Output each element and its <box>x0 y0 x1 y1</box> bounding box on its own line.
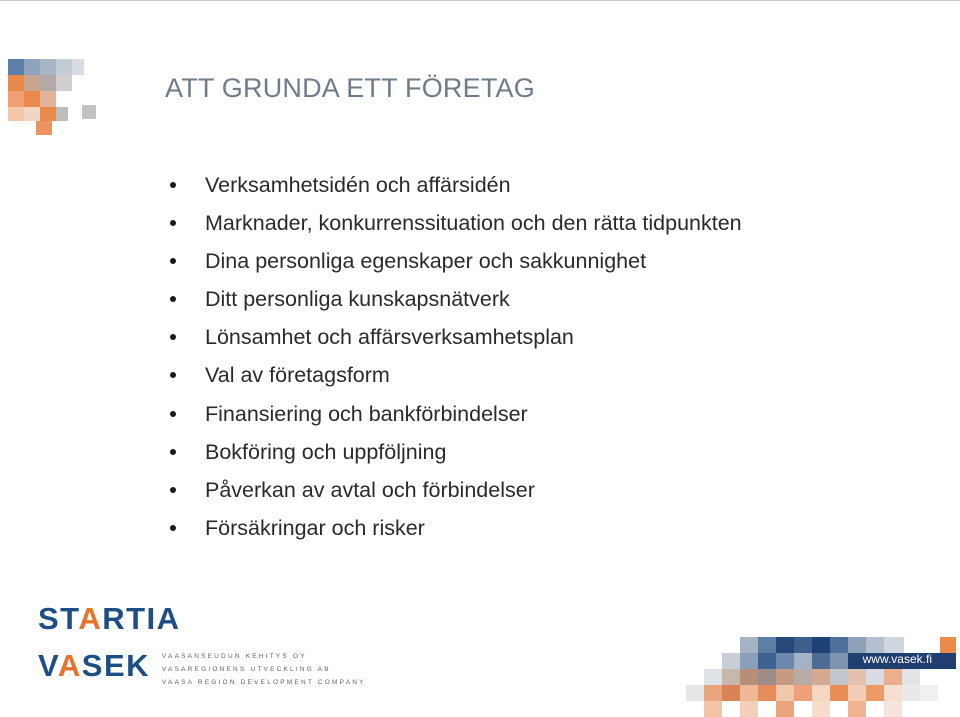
list-item <box>165 512 742 550</box>
bullet-icon <box>170 296 176 302</box>
bullet-icon <box>170 220 176 226</box>
list-item <box>165 474 742 512</box>
tagline-finnish: VAASANSEUDUN KEHITYS OY <box>162 653 307 660</box>
bullet-icon <box>170 449 176 455</box>
tagline-english: VAASA REGION DEVELOPMENT COMPANY <box>162 679 366 686</box>
list-item <box>165 207 742 245</box>
list-item-text: Försäkringar och risker <box>205 515 425 540</box>
tagline-swedish: VASAREGIONENS UTVECKLING AB <box>162 666 331 673</box>
startia-logo: STARTIA <box>38 601 181 636</box>
bullet-icon <box>170 372 176 378</box>
bullet-icon <box>170 411 176 417</box>
list-item <box>165 398 742 436</box>
list-item-text: Påverkan av avtal och förbindelser <box>205 477 535 502</box>
vasek-logo: VASEK <box>38 648 151 683</box>
bullet-icon <box>170 182 176 188</box>
bullet-icon <box>170 258 176 264</box>
list-item <box>165 359 742 397</box>
bullet-icon <box>170 334 176 340</box>
bullet-icon <box>170 487 176 493</box>
list-item-text: Dina personliga egenskaper och sakkunnighet <box>205 249 647 274</box>
list-item-text: Bokföring och uppföljning <box>205 439 447 464</box>
list-item <box>165 245 742 283</box>
list-item <box>165 169 742 207</box>
list-item <box>165 436 742 474</box>
list-item-text: Ditt personliga kunskapsnätverk <box>205 287 510 312</box>
website-link[interactable]: www.vasek.fi <box>862 652 932 666</box>
list-item <box>165 321 742 359</box>
list-item-text: Lönsamhet och affärsverksamhetsplan <box>205 325 574 350</box>
bullet-icon <box>170 525 176 531</box>
list-item-text: Val av företagsform <box>205 363 390 388</box>
slide-title: ATT GRUNDA ETT FÖRETAG <box>165 73 535 103</box>
bullet-list <box>165 169 742 550</box>
list-item <box>165 283 742 321</box>
list-item-text: Marknader, konkurrenssituation och den rätta tidpunkten <box>205 211 742 236</box>
list-item-text: Verksamhetsidén och affärsidén <box>205 173 511 197</box>
list-item-text: Finansiering och bankförbindelser <box>205 401 528 426</box>
